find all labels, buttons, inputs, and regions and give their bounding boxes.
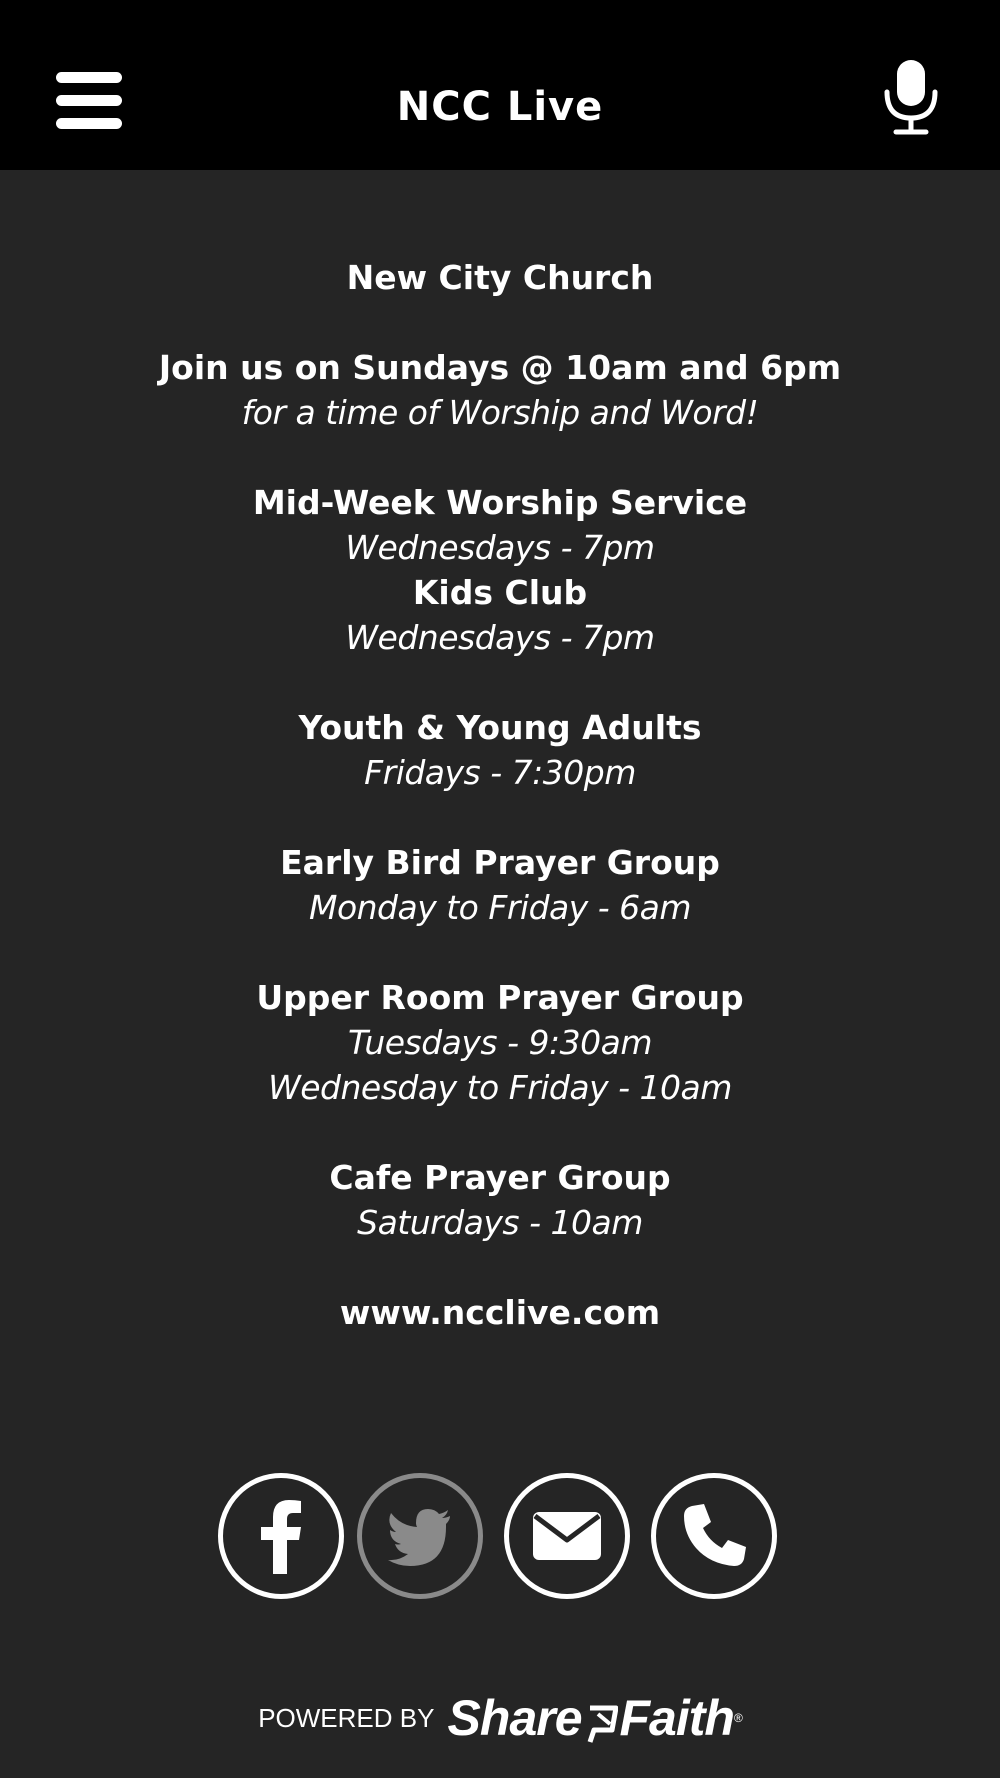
email-icon — [509, 1478, 625, 1594]
sunday-service-subtitle: for a time of Worship and Word! — [241, 393, 759, 432]
kids-club-time: Wednesdays - 7pm — [345, 618, 655, 657]
microphone-button[interactable] — [880, 58, 942, 136]
app-title: NCC Live — [396, 84, 604, 130]
kids-club-heading: Kids Club — [412, 573, 588, 612]
sharefaith-mark-icon — [584, 1700, 618, 1744]
facebook-button[interactable] — [218, 1473, 344, 1599]
facebook-icon — [223, 1478, 339, 1594]
church-info — [0, 255, 1000, 1335]
twitter-icon — [362, 1478, 478, 1594]
upper-room-prayer-heading: Upper Room Prayer Group — [256, 978, 744, 1017]
upper-room-prayer-time-2: Wednesday to Friday - 10am — [268, 1068, 732, 1107]
app-header — [0, 0, 1000, 170]
church-name: New City Church — [346, 258, 654, 297]
early-bird-prayer-time: Monday to Friday - 6am — [308, 888, 692, 927]
cafe-prayer-heading: Cafe Prayer Group — [329, 1158, 671, 1197]
youth-heading: Youth & Young Adults — [298, 708, 702, 747]
brand-part-2: Faith — [619, 1690, 734, 1746]
website-link[interactable]: www.ncclive.com — [339, 1293, 661, 1332]
midweek-service-heading: Mid-Week Worship Service — [252, 483, 748, 522]
brand-part-1: Share — [447, 1690, 582, 1746]
powered-by-footer — [0, 1688, 1000, 1748]
sharefaith-logo[interactable] — [448, 1688, 742, 1748]
powered-by-label: POWERED BY — [258, 1703, 435, 1733]
youth-time: Fridays - 7:30pm — [364, 753, 636, 792]
microphone-icon — [880, 58, 942, 136]
email-button[interactable] — [504, 1473, 630, 1599]
phone-icon — [656, 1478, 772, 1594]
sunday-service-heading: Join us on Sundays @ 10am and 6pm — [158, 348, 842, 387]
early-bird-prayer-heading: Early Bird Prayer Group — [280, 843, 720, 882]
registered-mark: ® — [733, 1711, 742, 1725]
social-links — [0, 1473, 1000, 1597]
twitter-button[interactable] — [357, 1473, 483, 1599]
upper-room-prayer-time-1: Tuesdays - 9:30am — [347, 1023, 652, 1062]
cafe-prayer-time: Saturdays - 10am — [357, 1203, 643, 1242]
phone-button[interactable] — [651, 1473, 777, 1599]
midweek-service-time: Wednesdays - 7pm — [345, 528, 655, 567]
